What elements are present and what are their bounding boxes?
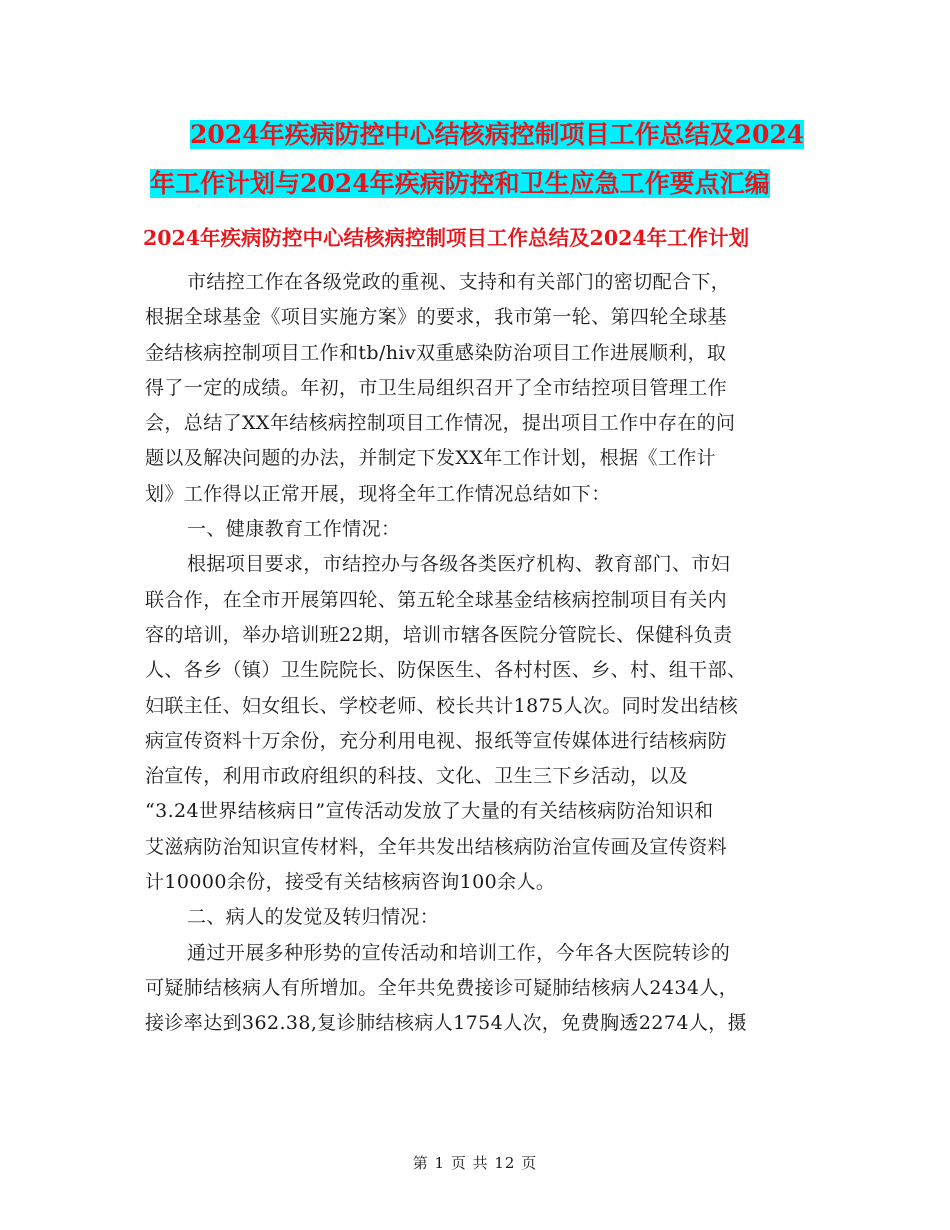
text-line: 联合作，在全市开展第四轮、第五轮全球基金结核病控制项目有关内 (145, 588, 728, 611)
text-line: 题以及解决问题的办法，并制定下发XX年工作计划，根据《工作计 (145, 447, 717, 470)
text-line: 计10000余份，接受有关结核病咨询100余人。 (145, 871, 556, 894)
body-text (145, 265, 810, 1042)
text-line: 容的培训，举办培训班22期，培训市辖各医院分管院长、保健科负责 (145, 623, 733, 646)
text-line: 会，总结了XX年结核病控制项目工作情况，提出项目工作中存在的问 (145, 412, 736, 435)
text-line: 病宣传资料十万余份，充分利用电视、报纸等宣传媒体进行结核病防 (145, 729, 728, 752)
title-line-2: 年工作计划与2024年疾病防控和卫生应急工作要点汇编 (150, 169, 770, 198)
text-line: 通过开展多种形势的宣传活动和培训工作，今年各大医院转诊的 (187, 941, 731, 964)
text-line: 根据项目要求，市结控办与各级各类医疗机构、教育部门、市妇 (187, 553, 731, 576)
text-line: 得了一定的成绩。年初，市卫生局组织召开了全市结控项目管理工作 (145, 376, 728, 399)
text-line: 划》工作得以正常开展，现将全年工作情况总结如下： (145, 482, 611, 505)
text-line: 二、病人的发觉及转归情况： (187, 906, 440, 929)
title-line-1: 2024年疾病防控中心结核病控制项目工作总结及2024 (190, 120, 805, 149)
text-line: 人、各乡（镇）卫生院院长、防保医生、各村村医、乡、村、组干部、 (145, 659, 747, 682)
text-line: 妇联主任、妇女组长、学校老师、校长共计1875人次。同时发出结核 (145, 694, 739, 717)
page-footer: 第 1 页 共 12 页 (412, 1154, 538, 1172)
document-title (150, 110, 810, 208)
text-line: 一、健康教育工作情况： (187, 518, 401, 541)
text-line: 市结控工作在各级党政的重视、支持和有关部门的密切配合下， (187, 271, 731, 293)
text-line: 可疑肺结核病人有所增加。全年共免费接诊可疑肺结核病人2434人， (145, 976, 739, 999)
text-line: “3.24世界结核病日”宣传活动发放了大量的有关结核病防治知识和 (145, 800, 714, 823)
text-line: 治宣传，利用市政府组织的科技、文化、卫生三下乡活动，以及 (145, 765, 689, 788)
text-line: 艾滋病防治知识宣传材料，全年共发出结核病防治宣传画及宣传资料 (145, 835, 728, 858)
text-line: 根据全球基金《项目实施方案》的要求，我市第一轮、第四轮全球基 (145, 306, 728, 329)
text-line: 金结核病控制项目工作和tb/hiv双重感染防治项目工作进展顺利，取 (145, 341, 727, 364)
section-title: 2024年疾病防控中心结核病控制项目工作总结及2024年工作计划 (143, 226, 750, 250)
text-line: 接诊率达到362.38,复诊肺结核病人1754人次，免费胸透2274人，摄 (145, 1012, 748, 1035)
